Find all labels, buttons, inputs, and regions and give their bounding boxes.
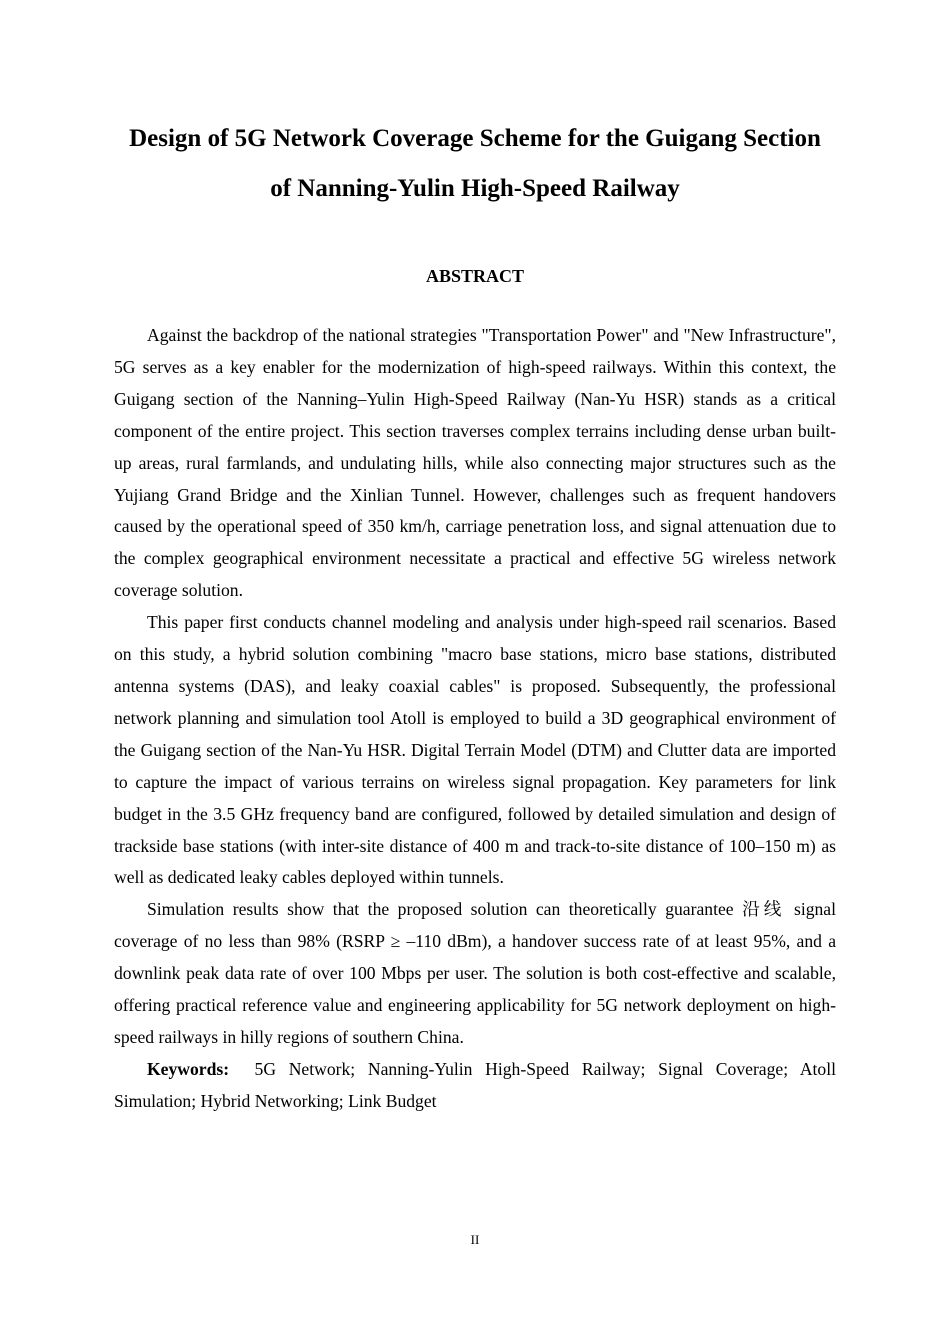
abstract-body bbox=[114, 320, 836, 1118]
keywords-line bbox=[114, 1054, 836, 1118]
abstract-paragraph-3: Simulation results show that the proposed solution can theoretically guarantee 沿线 signal coverage of no less than 98% (RSRP ≥ –110 dBm), a handover success rate of at least 95%, and a downlink peak data rate of over 100 Mbps per user. The solution is both cost-effective and scalable, offering practical reference value and engineering applicability for 5G network deployment on high-speed railways in hilly regions of southern China. bbox=[114, 899, 836, 1047]
abstract-heading: ABSTRACT bbox=[425, 266, 525, 286]
abstract-paragraph-2: This paper first conducts channel modeling and analysis under high-speed rail scenarios. Based on this study, a hybrid solution combining "macro base stations, micro base stations, distributed antenna systems (DAS), and leaky coaxial cables" is proposed. Subsequently, the professional network planning and simulation tool Atoll is employed to build a 3D geographical environment of the Guigang section of the Nan-Yu HSR. Digital Terrain Model (DTM) and Clutter data are imported to capture the impact of various terrains on wireless signal propagation. Key parameters for link budget in the 3.5 GHz frequency band are configured, followed by detailed simulation and design of trackside base stations (with inter-site distance of 400 m and track-to-site distance of 100–150 m) as well as dedicated leaky cables deployed within tunnels. bbox=[114, 612, 836, 888]
document-title-line-1: Design of 5G Network Coverage Scheme for the Guigang Section bbox=[129, 125, 821, 152]
abstract-paragraph-1: Against the backdrop of the national strategies "Transportation Power" and "New Infrastructure", 5G serves as a key enabler for the modernization of high-speed railways. Within this context, the Guigang section of the Nanning–Yulin High-Speed Railway (Nan-Yu HSR) stands as a critical component of the entire project. This section traverses complex terrains including dense urban built-up areas, rural farmlands, and undulating hills, while also connecting major structures such as the Yujiang Grand Bridge and the Xinlian Tunnel. However, challenges such as frequent handovers caused by the operational speed of 350 km/h, carriage penetration loss, and signal attenuation due to the complex geographical environment necessitate a practical and effective 5G wireless network coverage solution. bbox=[114, 325, 836, 601]
keywords-label: Keywords: bbox=[147, 1058, 230, 1079]
document-title-line-2: of Nanning-Yulin High-Speed Railway bbox=[270, 175, 680, 202]
page-number: II bbox=[470, 1232, 480, 1247]
keywords-text: 5G Network; Nanning-Yulin High-Speed Railway; Signal Coverage; Atoll Simulation; Hybrid Networking; Link Budget bbox=[114, 1058, 837, 1111]
